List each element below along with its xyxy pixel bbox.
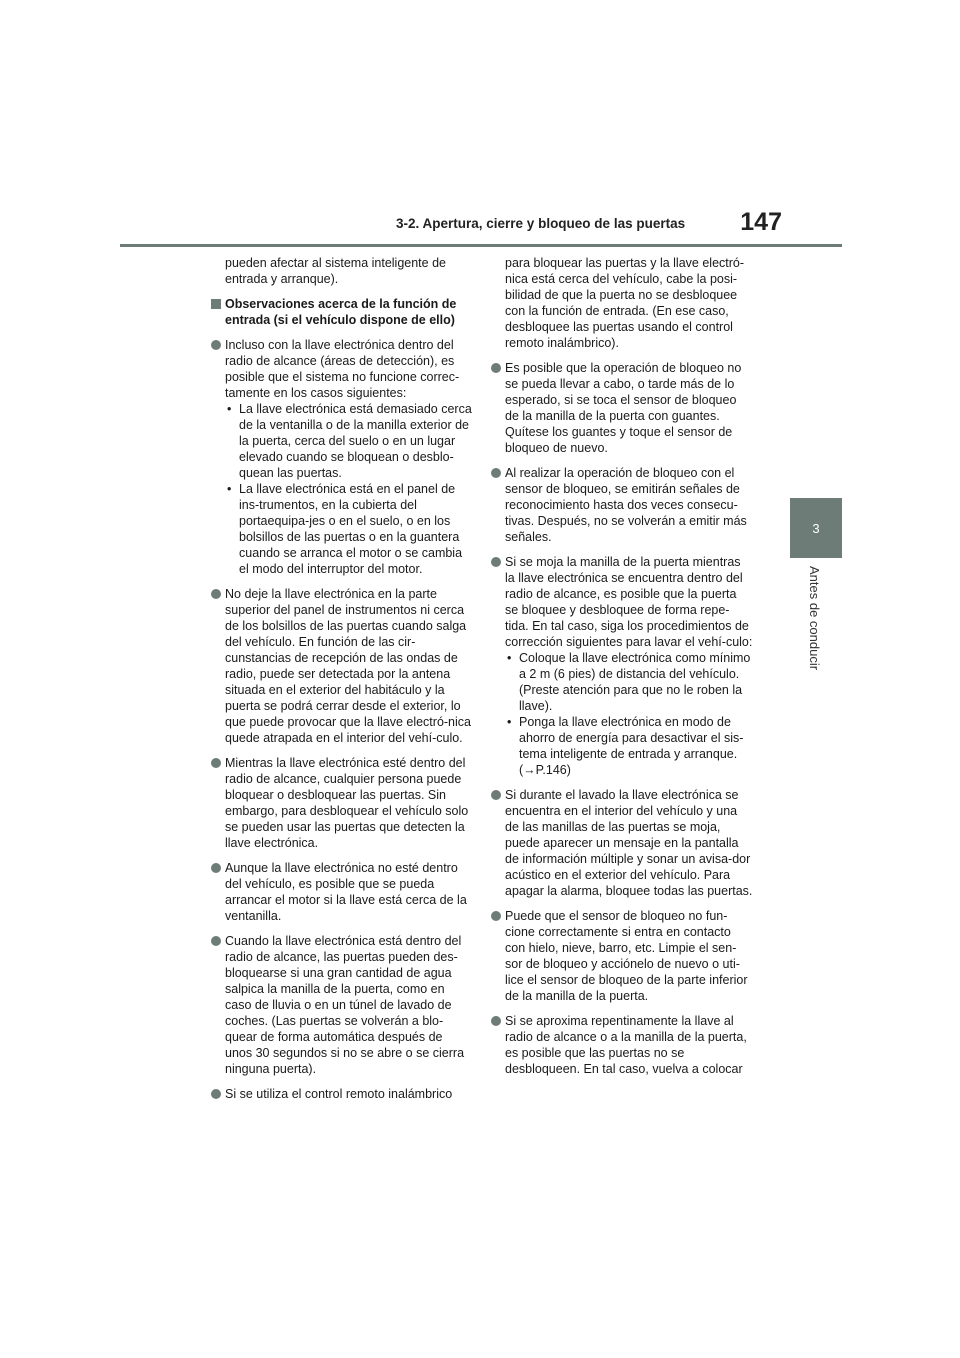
sub-item	[225, 401, 473, 481]
paragraph-text: Es posible que la operación de bloqueo no se pueda llevar a cabo, o tarde más de lo esperado, si se toca el sensor de bloqueo de la manilla de la puerta con guantes. Quítese los guantes y toque el sensor de bloqueo de nuevo.	[505, 361, 742, 455]
page-number: 147	[740, 208, 782, 236]
circle-bullet-icon	[491, 911, 501, 921]
circle-bullet-icon	[211, 589, 221, 599]
left-column	[211, 255, 473, 1111]
dot-bullet-icon: •	[507, 715, 512, 729]
sub-item-text: Coloque la llave electrónica como mínimo a 2 m (6 pies) de distancia del vehículo. (Preste atención para que no le roben la llave).	[519, 651, 751, 713]
circle-bullet-icon	[211, 863, 221, 873]
sub-item	[225, 481, 473, 577]
chapter-number: 3	[812, 520, 820, 536]
paragraph-text: Incluso con la llave electrónica dentro del radio de alcance (áreas de detección), es posible que el sistema no funcione correc-tamente en los casos siguientes:	[225, 338, 460, 400]
bullet-paragraph	[211, 860, 473, 924]
paragraph-text: No deje la llave electrónica en la parte superior del panel de instrumentos ni cerca de los bolsillos de las puertas cuando salga del vehículo. En función de las cir-cunstancias de recepción de las ondas de radio, puede ser detectada por la antena situada en el exterior del habitáculo y la puerta se podrá cerrar desde el exterior, lo que puede provocar que la llave electró-nica quede atrapada en el interior del vehí-culo.	[225, 587, 471, 745]
circle-bullet-icon	[491, 1016, 501, 1026]
circle-bullet-icon	[491, 468, 501, 478]
dot-bullet-icon: •	[227, 402, 232, 416]
paragraph-text: Al realizar la operación de bloqueo con el sensor de bloqueo, se emitirán señales de reconocimiento hasta dos veces consecu-tivas. Después, no se volverán a emitir más señales.	[505, 466, 747, 544]
dot-bullet-icon: •	[227, 482, 232, 496]
sub-item-text: La llave electrónica está en el panel de ins-trumentos, en la cubierta del portaequipa-jes o en el suelo, o en los bolsillos de las puertas o en la guantera cuando se arranca el motor o se cambia el modo del interruptor del motor.	[239, 482, 463, 576]
bullet-paragraph	[491, 787, 753, 899]
sub-item-text: La llave electrónica está demasiado cerca de la ventanilla o de la manilla exterior de la puerta, cerca del suelo o en un lugar elevado cuando se bloquean o desblo-quean las puertas.	[239, 402, 472, 480]
paragraph-text: Si durante el lavado la llave electrónica se encuentra en el interior del vehículo y una de las manillas de las puertas se moja, puede aparecer un mensaje en la pantalla de información múltiple y sonar un avisa-dor acústico en el exterior del vehículo. Para apagar la alarma, bloquee todas las puertas.	[505, 788, 753, 898]
bullet-paragraph	[211, 933, 473, 1077]
section-heading-text: Observaciones acerca de la función de entrada (si el vehículo dispone de ello)	[225, 297, 457, 327]
paragraph-text: Puede que el sensor de bloqueo no fun-cione correctamente si entra en contacto con hielo, nieve, barro, etc. Limpie el sen-sor de bloqueo y acciónelo de nuevo o uti-lice el sensor de bloqueo de la parte inferior de la manilla de la puerta.	[505, 909, 748, 1003]
circle-bullet-icon	[491, 790, 501, 800]
bullet-paragraph	[491, 554, 753, 778]
right-column	[491, 255, 753, 1086]
bullet-paragraph	[211, 755, 473, 851]
square-bullet-icon	[211, 299, 221, 309]
bullet-paragraph	[491, 1013, 753, 1077]
paragraph-continuation: pueden afectar al sistema inteligente de entrada y arranque).	[225, 256, 446, 286]
circle-bullet-icon	[211, 340, 221, 350]
sub-item-text: Ponga la llave electrónica en modo de ahorro de energía para desactivar el sis-tema inteligente de entrada y arranque. (→P.146)	[519, 715, 744, 777]
sub-item	[505, 650, 753, 714]
chapter-tab	[790, 498, 842, 558]
header-rule	[120, 244, 842, 247]
sub-item	[505, 714, 753, 778]
paragraph-text: Cuando la llave electrónica está dentro del radio de alcance, las puertas pueden des-bloquearse si una gran cantidad de agua salpica la manilla de la puerta, como en caso de lluvia o en un túnel de lavado de coches. (Las puertas se volverán a blo-quear de forma automática después de unos 30 segundos si no se abre o se cierra ninguna puerta).	[225, 934, 465, 1076]
chapter-label: Antes de conducir	[807, 566, 822, 671]
paragraph-continuation: para bloquear las puertas y la llave electró-nica está cerca del vehículo, cabe la posi-bilidad de que la puerta no se desbloquee con la función de entrada. (En ese caso, desbloquee las puertas usando el control remoto inalámbrico).	[505, 256, 745, 350]
bullet-paragraph	[491, 465, 753, 545]
paragraph-text: Si se moja la manilla de la puerta mientras la llave electrónica se encuentra dentro del radio de alcance, es posible que la puerta se bloquee y desbloquee de forma repe-tida. En tal caso, siga los procedimientos de corrección siguientes para lavar el vehí-culo:	[505, 555, 753, 649]
dot-bullet-icon: •	[507, 651, 512, 665]
bullet-paragraph	[211, 1086, 473, 1102]
section-title: 3-2. Apertura, cierre y bloqueo de las puertas	[396, 216, 686, 231]
bullet-paragraph	[491, 360, 753, 456]
circle-bullet-icon	[491, 363, 501, 373]
circle-bullet-icon	[491, 557, 501, 567]
paragraph-text: Si se utiliza el control remoto inalámbrico	[225, 1087, 453, 1101]
circle-bullet-icon	[211, 936, 221, 946]
circle-bullet-icon	[211, 758, 221, 768]
paragraph-text: Mientras la llave electrónica esté dentro del radio de alcance, cualquier persona puede bloquear o desbloquear las puertas. Sin embargo, para desbloquear el vehículo solo se pueden usar las puertas que detecten la llave electrónica.	[225, 756, 469, 850]
bullet-paragraph	[211, 337, 473, 577]
paragraph-text: Si se aproxima repentinamente la llave al radio de alcance o a la manilla de la puerta, es posible que las puertas no se desbloqueen. En tal caso, vuelva a colocar	[505, 1014, 747, 1076]
bullet-paragraph	[211, 586, 473, 746]
section-heading	[211, 296, 473, 328]
circle-bullet-icon	[211, 1089, 221, 1099]
paragraph-text: Aunque la llave electrónica no esté dentro del vehículo, es posible que se pueda arrancar el motor si la llave está cerca de la ventanilla.	[225, 861, 467, 923]
bullet-paragraph	[491, 908, 753, 1004]
